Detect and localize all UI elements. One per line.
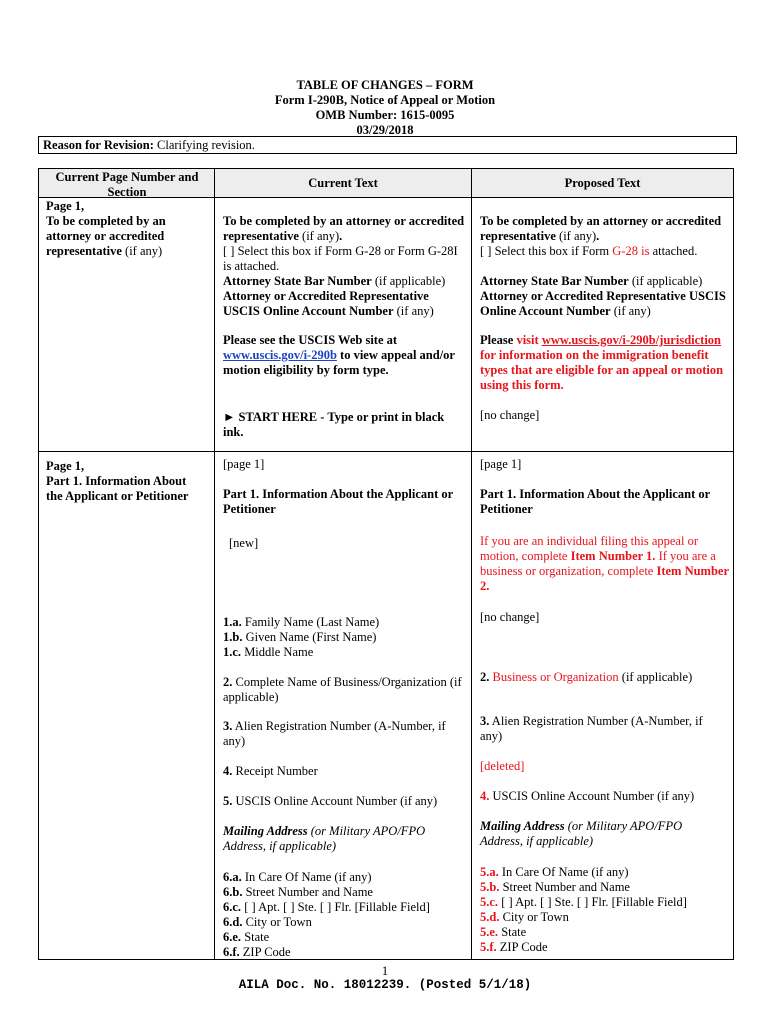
current-item-4 [223, 764, 467, 779]
item-label: Alien Registration Number (A-Number, if any) [480, 714, 703, 743]
current-item-2 [223, 675, 469, 705]
section1-page: Page 1, [46, 199, 85, 213]
section1-proposed-start-here: [no change] [480, 408, 540, 422]
proposed-item-2 [480, 670, 730, 685]
page-number: 1 [381, 964, 389, 978]
item-number: 1.c. [223, 645, 242, 659]
proposed-new-instructions [480, 534, 730, 594]
item-number: 2. [480, 670, 490, 684]
section1-proposed-website [480, 333, 730, 393]
item-number: 5.f. [480, 940, 497, 954]
reason-label: Reason for Revision: [43, 138, 154, 152]
column-header-proposed-text: Proposed Text [564, 176, 641, 190]
proposed-part1-title: Part 1. Information About the Applicant or Petitioner [480, 487, 710, 516]
item-number: 5.e. [480, 925, 499, 939]
item-label: City or Town [499, 910, 569, 924]
section1-current-start-here: ► START HERE - Type or print in black ink. [223, 410, 445, 439]
item-number: 6.d. [223, 915, 243, 929]
header-form-name: Form I-290B, Notice of Appeal or Motion [274, 93, 496, 107]
column-header-current-text: Current Text [308, 176, 378, 190]
item-label: Complete Name of Business/Organization (if applicable) [223, 675, 462, 704]
item-label: [ ] Apt. [ ] Ste. [ ] Flr. [Fillable Field] [498, 895, 687, 909]
item-number: 6.a. [223, 870, 242, 884]
mailing-address-label: Mailing Address [223, 824, 308, 838]
current-item-5 [223, 794, 467, 809]
proposed-website-change-end: for information on the immigration benefit types that are eligible for an appeal or motion using this form. [480, 348, 724, 392]
item-label: ZIP Code [496, 940, 548, 954]
section1-current-attorney [223, 214, 467, 319]
item-number: 4. [480, 789, 490, 803]
proposed-bar-number-suffix: (if applicable) [628, 274, 703, 288]
item-label: Street Number and Name [242, 885, 373, 899]
item-number: 1.b. [223, 630, 243, 644]
proposed-g28-change: G-28 is [612, 244, 650, 258]
column-header-section: Current Page Number and Section [55, 170, 199, 199]
proposed-website-link[interactable]: www.uscis.gov/i-290b/jurisdiction [541, 333, 721, 347]
current-attorney-heading-period: . [339, 229, 343, 243]
proposed-online-account-label: Attorney or Accredited Representative USCIS Online Account Number [480, 289, 726, 318]
item-label: State [241, 930, 270, 944]
current-new-placeholder: [new] [229, 536, 259, 550]
item-number: 1.a. [223, 615, 242, 629]
instruction-text: If you are an individual filing this appeal or motion, complete [480, 534, 698, 563]
proposed-page-ref: [page 1] [480, 457, 522, 471]
item-number: 6.e. [223, 930, 242, 944]
item-number: 5.d. [480, 910, 500, 924]
mailing-address-label: Mailing Address [480, 819, 565, 833]
header-title: TABLE OF CHANGES – FORM [296, 78, 474, 92]
item-label: Middle Name [241, 645, 314, 659]
changes-table [38, 168, 734, 960]
item-label: State [498, 925, 527, 939]
current-website-link[interactable]: www.uscis.gov/i-290b [223, 348, 337, 362]
item-label: USCIS Online Account Number (if any) [489, 789, 695, 803]
item-number: 3. [223, 719, 233, 733]
item-number: 3. [480, 714, 490, 728]
proposed-attorney-heading: To be completed by an attorney or accredited representative [480, 214, 722, 243]
current-bar-number-label: Attorney State Bar Number [223, 274, 372, 288]
proposed-g28-text-end: attached. [649, 244, 698, 258]
proposed-attorney-heading-period: . [596, 229, 600, 243]
item-label: Receipt Number [232, 764, 318, 778]
instruction-item-ref: Item Number 1. [570, 549, 656, 563]
item-label: USCIS Online Account Number (if any) [232, 794, 438, 808]
item-number: 6.f. [223, 945, 240, 959]
mailing-address-suffix: (or Military APO/FPO Address, if applicable) [480, 819, 683, 848]
item-label-change: Business or Organization [489, 670, 619, 684]
item-number: 5.b. [480, 880, 500, 894]
reason-value: Clarifying revision. [153, 138, 255, 152]
current-mailing-address [223, 824, 453, 854]
section1-title-suffix: (if any) [121, 244, 163, 258]
item-label: Given Name (First Name) [242, 630, 377, 644]
current-attorney-heading-suffix: (if any) [298, 229, 340, 243]
proposed-items-5 [480, 865, 730, 955]
item-label: City or Town [242, 915, 312, 929]
instruction-item-ref: Item Number 2. [480, 564, 729, 593]
item-number: 4. [223, 764, 233, 778]
section2-label [46, 459, 206, 504]
current-page-ref: [page 1] [223, 457, 265, 471]
current-website-text: Please see the USCIS Web site at [223, 333, 398, 347]
header-omb-number: OMB Number: 1615-0095 [315, 108, 455, 122]
reason-for-revision [38, 136, 737, 154]
item-label: ZIP Code [239, 945, 291, 959]
current-bar-number-suffix: (if applicable) [371, 274, 446, 288]
column-divider [214, 169, 215, 959]
current-attorney-heading: To be completed by an attorney or accredited representative [223, 214, 465, 243]
item-number: 2. [223, 675, 233, 689]
current-items-6 [223, 870, 467, 960]
current-items-1 [223, 615, 467, 660]
proposed-website-text: Please [480, 333, 517, 347]
item-label: Alien Registration Number (A-Number, if any) [223, 719, 446, 748]
proposed-online-account-suffix: (if any) [610, 304, 651, 318]
item-label: In Care Of Name (if any) [241, 870, 372, 884]
proposed-deleted: [deleted] [480, 759, 525, 773]
aila-doc-reference: AILA Doc. No. 18012239. (Posted 5/1/18) [238, 978, 532, 992]
section2-page: Page 1, [46, 459, 85, 473]
proposed-website-change: visit [516, 333, 542, 347]
proposed-item-4 [480, 789, 730, 804]
current-online-account-label: Attorney or Accredited Representative USCIS Online Account Number [223, 289, 429, 318]
item-number: 5.c. [480, 895, 499, 909]
section1-current-website [223, 333, 467, 378]
mailing-address-suffix: (or Military APO/FPO Address, if applicable) [223, 824, 426, 853]
section1-title: To be completed by an attorney or accredited representative [46, 214, 166, 258]
current-website-text-end: to view appeal and/or motion eligibility by form type. [223, 348, 455, 377]
item-label: Family Name (Last Name) [241, 615, 380, 629]
row-divider [39, 451, 733, 452]
proposed-no-change: [no change] [480, 610, 540, 624]
proposed-bar-number-label: Attorney State Bar Number [480, 274, 629, 288]
item-label: (if applicable) [618, 670, 693, 684]
header-date: 03/29/2018 [356, 123, 414, 137]
section2-title: Part 1. Information About the Applicant or Petitioner [46, 474, 189, 503]
item-number: 6.c. [223, 900, 242, 914]
proposed-mailing-address [480, 819, 710, 849]
section1-proposed-attorney [480, 214, 730, 319]
instruction-text: If you are a business or organization, complete [480, 549, 716, 578]
proposed-attorney-heading-suffix: (if any) [555, 229, 597, 243]
column-divider [471, 169, 472, 959]
proposed-g28-text: [ ] Select this box if Form [480, 244, 613, 258]
current-item-3 [223, 719, 461, 749]
item-label: In Care Of Name (if any) [498, 865, 629, 879]
current-part1-title: Part 1. Information About the Applicant or Petitioner [223, 487, 453, 516]
document-header [0, 78, 770, 138]
item-number: 5. [223, 794, 233, 808]
item-label: Street Number and Name [499, 880, 630, 894]
section1-label [46, 199, 206, 259]
item-number: 6.b. [223, 885, 243, 899]
item-number: 5.a. [480, 865, 499, 879]
item-label: [ ] Apt. [ ] Ste. [ ] Flr. [Fillable Field] [241, 900, 430, 914]
current-g28-checkbox-text: [ ] Select this box if Form G-28 or Form G-28I is attached. [223, 244, 458, 273]
proposed-item-3 [480, 714, 724, 744]
current-online-account-suffix: (if any) [393, 304, 434, 318]
